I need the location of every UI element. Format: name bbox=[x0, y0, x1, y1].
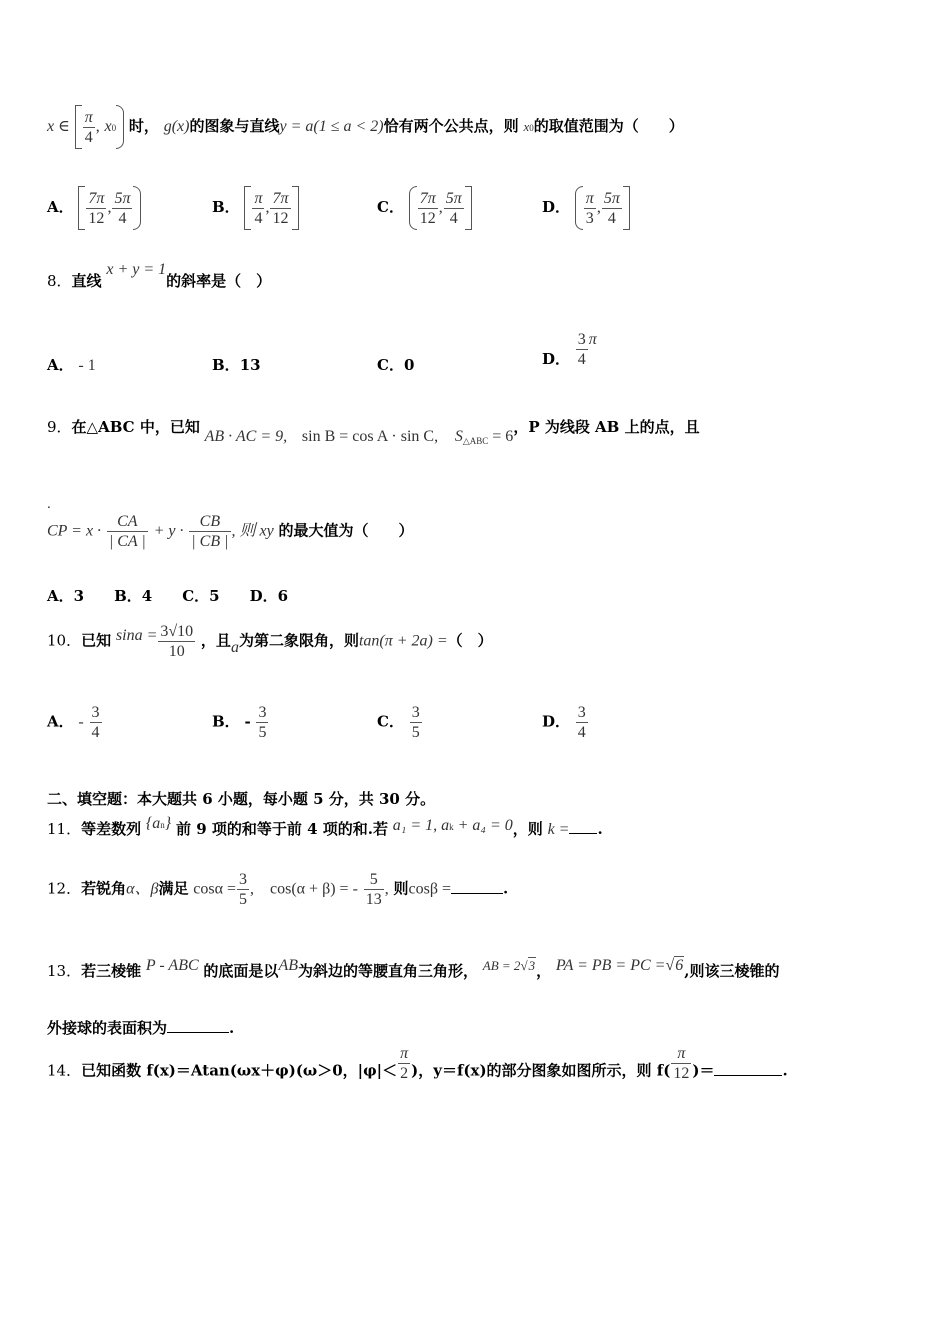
option-frac: $\frac{3}{5}$ bbox=[258, 704, 267, 741]
q11-answer-blank[interactable] bbox=[569, 819, 597, 834]
option-value: 13 bbox=[239, 356, 261, 374]
q7-text4: 的取值范围为（ ） bbox=[533, 117, 684, 135]
q9-cond3-sub: △ABC bbox=[462, 436, 489, 446]
q7-text3: 恰有两个公共点，则 bbox=[383, 117, 519, 135]
q7-option-c[interactable]: C． $\frac{7\pi}{12}$ , $\frac{5\pi}{4}$ bbox=[377, 186, 472, 230]
option-frac: $\frac{3}{5}$ bbox=[411, 704, 420, 741]
q8-option-d[interactable] bbox=[542, 330, 597, 369]
q7-x0: x bbox=[523, 119, 530, 134]
q14-text3: )＝ bbox=[692, 1061, 715, 1080]
q11-end: . bbox=[597, 820, 603, 838]
option-letter: C． bbox=[377, 198, 404, 216]
q8-option-b[interactable] bbox=[212, 354, 261, 375]
q7-cond-prefix: x ∈ bbox=[47, 118, 70, 135]
q13-tri: P - ABC bbox=[145, 957, 199, 974]
q7-text1: 时， bbox=[128, 117, 159, 135]
q12-stem bbox=[47, 870, 508, 909]
q10-option-c[interactable] bbox=[377, 703, 423, 742]
q8-option-a[interactable] bbox=[47, 354, 96, 375]
q9-plus: + y · bbox=[153, 522, 184, 540]
q7-gx: g(x) bbox=[163, 118, 190, 135]
q12-number: 12． bbox=[47, 879, 82, 898]
q14-end: . bbox=[782, 1061, 788, 1080]
q11-k: k = bbox=[547, 821, 570, 838]
option-frac: $\frac{\pi}{4}$ bbox=[254, 189, 263, 227]
option-value: 0 bbox=[403, 356, 415, 374]
q10-frac: $\frac{3√10}{10}$ bbox=[160, 623, 194, 660]
q13-pa: PA = PB = PC =√6 bbox=[555, 957, 684, 974]
q7-option-d[interactable]: D． $\frac{\pi}{3}$ , $\frac{5\pi}{4}$ bbox=[542, 186, 630, 230]
option-letter: B． bbox=[212, 712, 240, 731]
q12-comma: , bbox=[384, 880, 389, 898]
section-heading: 二、填空题：本大题共 6 小题，每小题 5 分，共 30 分。 bbox=[47, 790, 436, 808]
q9-frac-ca: $\frac{CA}{| CA |}$ bbox=[108, 513, 146, 550]
q9-stem bbox=[47, 416, 700, 446]
q12-frac2: $\frac{5}{13}$ bbox=[365, 871, 382, 908]
q10-text2: ，且 bbox=[200, 631, 231, 650]
option-sign: - bbox=[244, 712, 251, 731]
q14-frac1: $\frac{\pi}{2}$ bbox=[400, 1045, 409, 1082]
option-letter: D． bbox=[542, 349, 571, 368]
q14-frac2: $\frac{\pi}{12}$ bbox=[673, 1045, 690, 1082]
q7-option-b[interactable]: B． $\frac{\pi}{4}$ , $\frac{7\pi}{12}$ bbox=[212, 186, 299, 230]
q11-text3: ，则 bbox=[512, 820, 543, 838]
right-bracket bbox=[465, 186, 472, 230]
q11-cond: a₁ = 1, ak + a₄ = 0 bbox=[392, 817, 513, 834]
q13-line2-text: 外接球的表面积为 bbox=[47, 1019, 168, 1037]
q7-x0-sub: 0 bbox=[529, 123, 534, 133]
q10-option-b[interactable] bbox=[212, 703, 269, 742]
q7-interval-left: $\frac{\pi}{4}$ bbox=[84, 108, 93, 146]
option-value: - 1 bbox=[78, 357, 96, 374]
q7-text2: 的图象与直线 bbox=[189, 117, 280, 135]
q13-line2 bbox=[47, 1017, 234, 1038]
q7-interval-right-sub: 0 bbox=[111, 123, 117, 133]
right-bracket bbox=[292, 186, 299, 230]
q10-option-d[interactable] bbox=[542, 703, 589, 742]
option-frac: $\frac{5\pi}{4}$ bbox=[445, 189, 462, 227]
q13-text1: 若三棱锥 bbox=[81, 962, 142, 980]
q11-seq: {an} bbox=[145, 815, 172, 832]
q10-text3: 为第二象限角，则 bbox=[238, 631, 359, 650]
option-frac: $\frac{7\pi}{12}$ bbox=[419, 189, 436, 227]
q13-abval: AB = 2√3 bbox=[482, 958, 536, 973]
q13-stem bbox=[47, 957, 780, 981]
q9-number: 9． bbox=[47, 418, 72, 436]
q12-answer-blank[interactable] bbox=[451, 879, 503, 894]
q13-text2: 的底面是以 bbox=[203, 962, 279, 980]
right-paren bbox=[133, 186, 141, 230]
q13-comma: ， bbox=[536, 962, 552, 980]
q9-cond2: sin B = cos A · sin C, bbox=[301, 428, 439, 445]
left-bracket bbox=[244, 186, 251, 230]
q9-cond1: AB · AC = 9, bbox=[204, 428, 288, 445]
option-frac: $\frac{7\pi}{12}$ bbox=[272, 189, 289, 227]
left-paren bbox=[575, 186, 583, 230]
q7-interval-right: x bbox=[104, 118, 112, 135]
q7-option-a[interactable]: A． $\frac{7\pi}{12}$ , $\frac{5\pi}{4}$ bbox=[47, 186, 141, 230]
q10-text1: 已知 bbox=[81, 631, 112, 650]
option-letter: B． bbox=[212, 198, 240, 216]
q9-then: , 则 xy bbox=[231, 522, 274, 540]
option-frac: $\frac{5\pi}{4}$ bbox=[603, 189, 620, 227]
q9-cp: CP = x · bbox=[47, 522, 102, 540]
q9-text3: 的最大值为（ ） bbox=[278, 521, 414, 540]
q10-stem bbox=[47, 622, 493, 661]
q12-frac1: $\frac{3}{5}$ bbox=[239, 871, 248, 908]
option-letter: A． bbox=[47, 712, 74, 731]
left-bracket bbox=[75, 105, 82, 149]
q8-text1: 直线 bbox=[71, 272, 102, 290]
q13-number: 13． bbox=[47, 962, 82, 980]
option-letter: C． bbox=[377, 356, 404, 374]
q13-ab: AB bbox=[278, 957, 298, 974]
q9-dot: . bbox=[47, 497, 51, 511]
option-frac: $\frac{7\pi}{12}$ bbox=[88, 189, 105, 227]
q13-text4: ,则该三棱锥的 bbox=[684, 962, 780, 980]
q10-text4: （ ） bbox=[447, 631, 493, 650]
q12-angles: α、β bbox=[126, 880, 159, 898]
q8-number: 8． bbox=[47, 272, 72, 290]
option-frac: $\frac{3}{4}$ bbox=[577, 331, 586, 368]
q14-text1: 已知函数 f(x)＝Atan(ωx＋φ)(ω＞0，|φ|＜ bbox=[81, 1061, 398, 1080]
q12-cosb: cosβ = bbox=[408, 880, 451, 898]
left-bracket bbox=[78, 186, 85, 230]
q12-cos1: cosα = bbox=[193, 880, 237, 898]
option-letter: A． bbox=[47, 198, 74, 216]
q12-end: . bbox=[502, 879, 509, 898]
option-suffix: π bbox=[588, 330, 597, 348]
q8-stem bbox=[47, 261, 272, 291]
q9-text1: 在△ABC 中，已知 bbox=[71, 418, 200, 436]
q10-sina: sina = bbox=[115, 626, 158, 644]
q12-text1: 若锐角 bbox=[81, 879, 127, 898]
q12-cos2: , cos(α + β) = - bbox=[250, 880, 358, 898]
option-frac: $\frac{\pi}{3}$ bbox=[585, 189, 594, 227]
q11-text1: 等差数列 bbox=[81, 820, 142, 838]
option-frac: $\frac{5\pi}{4}$ bbox=[114, 189, 131, 227]
q9-options[interactable]: A．3 B．4 C．5 D．6 bbox=[47, 587, 289, 605]
q10-a: a bbox=[230, 638, 239, 656]
q14-number: 14． bbox=[47, 1061, 82, 1080]
q9-frac-cb: $\frac{CB}{| CB |}$ bbox=[191, 513, 229, 550]
q9-cond3: S bbox=[454, 428, 463, 445]
q14-answer-blank[interactable] bbox=[714, 1061, 782, 1076]
q13-answer-blank[interactable] bbox=[167, 1018, 229, 1033]
q10-expr: tan(π + 2a) = bbox=[358, 632, 448, 650]
q12-text2: 满足 bbox=[158, 879, 189, 898]
q12-text3: 则 bbox=[393, 879, 409, 898]
option-letter: A． bbox=[47, 356, 74, 374]
q8-option-c[interactable] bbox=[377, 354, 414, 375]
q9-formula bbox=[47, 512, 414, 551]
option-letter: D． bbox=[542, 712, 571, 731]
q11-number: 11． bbox=[47, 820, 82, 838]
option-letter: B． bbox=[212, 356, 240, 374]
q10-number: 10． bbox=[47, 631, 82, 650]
q10-option-a[interactable] bbox=[47, 703, 103, 742]
q9-text2: ，P 为线段 AB 上的点，且 bbox=[513, 418, 700, 436]
q13-text3: 为斜边的等腰直角三角形， bbox=[297, 962, 478, 980]
q14-text2: )，y＝f(x)的部分图象如图所示，则 f( bbox=[411, 1061, 671, 1080]
q8-text2: 的斜率是（ ） bbox=[166, 272, 272, 290]
q11-stem bbox=[47, 815, 603, 839]
right-paren bbox=[116, 105, 124, 149]
q13-end: . bbox=[229, 1019, 235, 1037]
q14-stem bbox=[47, 1045, 788, 1091]
q11-text2: 前 9 项的和等于前 4 项的和.若 bbox=[175, 820, 388, 838]
option-letter: C． bbox=[377, 712, 404, 731]
q8-equation: x + y = 1 bbox=[106, 261, 167, 278]
q7-line-eq: y = a(1 ≤ a < 2) bbox=[279, 118, 384, 135]
option-letter: D． bbox=[542, 198, 571, 216]
q9-cond3-val: = 6 bbox=[488, 428, 514, 445]
option-frac: $\frac{3}{4}$ bbox=[577, 704, 586, 741]
option-sign: - bbox=[78, 713, 84, 731]
option-frac: $\frac{3}{4}$ bbox=[91, 704, 100, 741]
right-bracket bbox=[623, 186, 630, 230]
q7-stem: x ∈ $\frac{\pi}{4}$ , x0 时， g(x)的图象与直线y = a(1 ≤ a < 2)恰有两个公共点，则 x0的取值范围为（ ） bbox=[47, 105, 684, 149]
left-paren bbox=[409, 186, 417, 230]
